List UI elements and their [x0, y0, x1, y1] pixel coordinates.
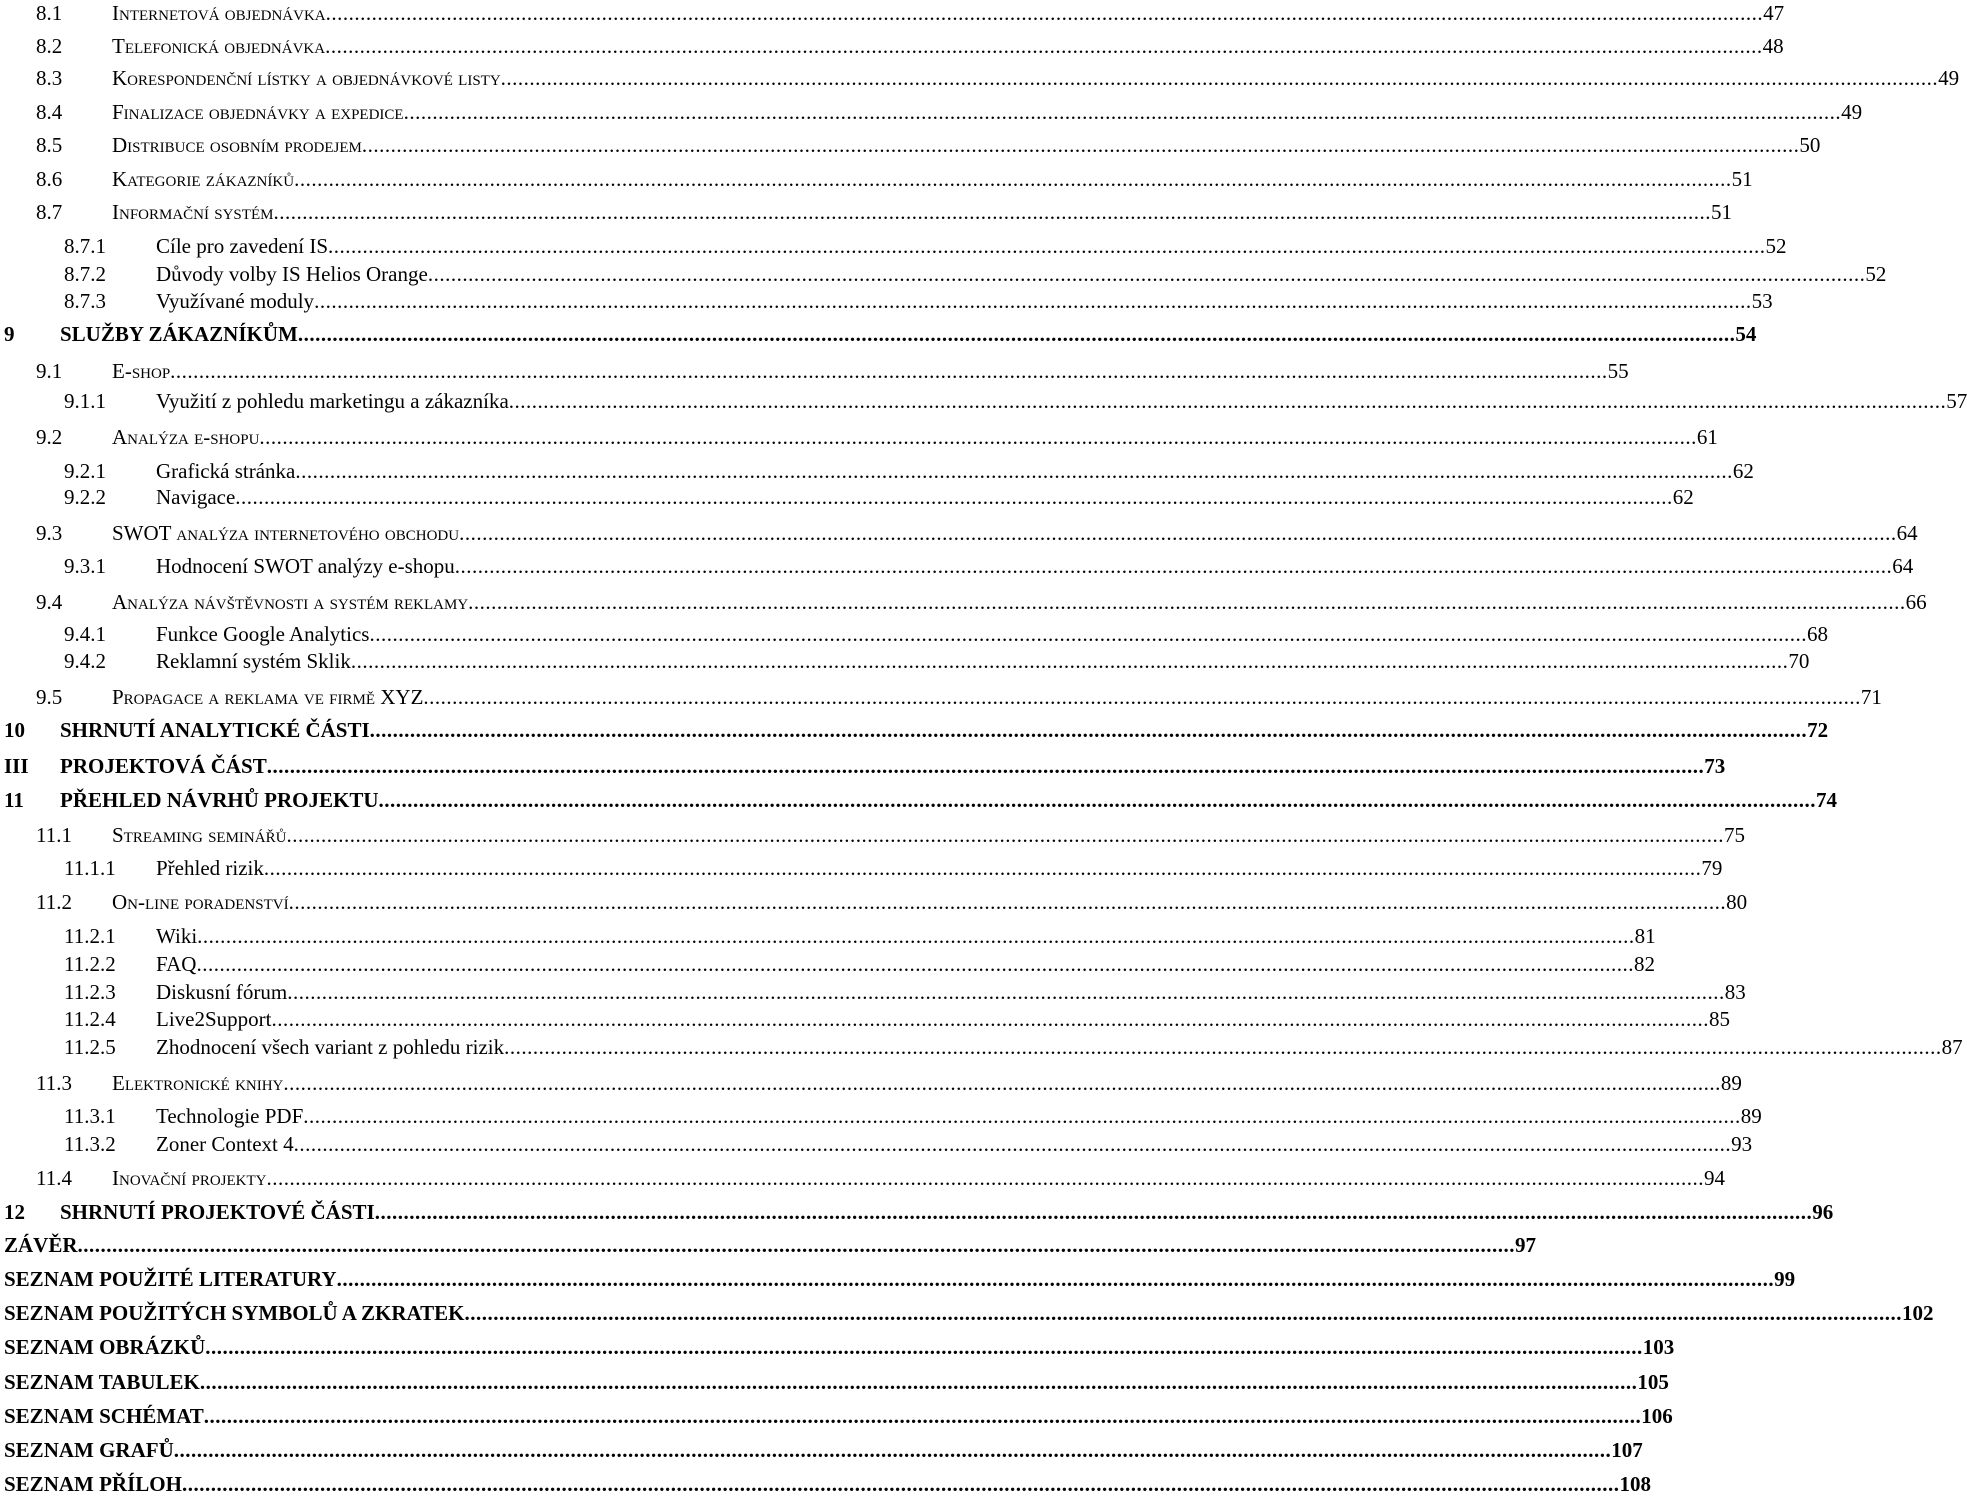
toc-entry-number: 12: [4, 1200, 25, 1224]
toc-entry-title: Informační systém: [112, 200, 274, 224]
toc-entry-page: 82: [1633, 952, 1655, 976]
toc-entry-title: FAQ: [156, 952, 197, 976]
toc-entry[interactable]: [64, 855, 1723, 881]
toc-entry-page: 47: [1763, 1, 1785, 25]
toc-entry[interactable]: [64, 621, 1828, 647]
toc-dot-leader: [78, 1232, 1516, 1258]
toc-entry-title: Distribuce osobním prodejem: [112, 133, 362, 157]
toc-entry-title: Propagace a reklama ve firmě XYZ: [112, 685, 424, 709]
toc-entry[interactable]: [4, 1403, 1673, 1429]
toc-entry[interactable]: [64, 923, 1656, 949]
toc-entry-page: 106: [1641, 1404, 1673, 1428]
toc-entry[interactable]: [36, 1165, 1725, 1191]
toc-entry-number: 8.7: [36, 200, 63, 224]
toc-entry[interactable]: [36, 0, 1785, 26]
toc-entry-number: 8.4: [36, 100, 63, 124]
toc-dot-leader: [264, 855, 1702, 881]
toc-entry-page: 52: [1765, 234, 1787, 258]
toc-entry-page: 96: [1812, 1200, 1834, 1224]
toc-entry-title: SEZNAM TABULEK: [4, 1370, 200, 1394]
toc-dot-leader: [351, 648, 1789, 674]
toc-entry-title: Elektronické knihy: [112, 1071, 284, 1095]
toc-dot-leader: [295, 458, 1733, 484]
toc-entry[interactable]: [64, 388, 1967, 414]
toc-entry-number: 11.2: [36, 890, 72, 914]
toc-entry[interactable]: [64, 1006, 1730, 1032]
toc-entry-page: 54: [1735, 322, 1757, 346]
toc-entry[interactable]: [64, 458, 1754, 484]
toc-entry-title: E-shop: [112, 359, 171, 383]
toc-entry-number: 10: [4, 718, 25, 742]
toc-dot-leader: [369, 621, 1807, 647]
toc-dot-leader: [204, 1403, 1642, 1429]
toc-dot-leader: [287, 979, 1725, 1005]
toc-entry-page: 64: [1896, 521, 1918, 545]
toc-dot-leader: [468, 589, 1906, 615]
toc-dot-leader: [501, 65, 1939, 91]
toc-entry-page: 74: [1816, 788, 1838, 812]
toc-entry-page: 62: [1672, 485, 1694, 509]
toc-entry-number: 9.1.1: [64, 389, 106, 413]
toc-dot-leader: [370, 717, 1808, 743]
toc-dot-leader: [273, 199, 1711, 225]
toc-entry-page: 70: [1788, 649, 1810, 673]
toc-entry-page: 53: [1751, 289, 1773, 313]
toc-entry-title: SHRNUTÍ PROJEKTOVÉ ČÁSTI: [60, 1200, 375, 1224]
toc-entry-number: 8.1: [36, 1, 63, 25]
toc-entry-number: 8.5: [36, 133, 63, 157]
toc-dot-leader: [404, 99, 1842, 125]
toc-entry-page: 99: [1774, 1267, 1796, 1291]
toc-dot-leader: [328, 233, 1766, 259]
toc-entry-page: 79: [1701, 856, 1723, 880]
toc-entry-title: On-line poradenství: [112, 890, 289, 914]
toc-entry-page: 75: [1723, 823, 1745, 847]
toc-entry-page: 102: [1902, 1301, 1934, 1325]
toc-entry[interactable]: [4, 1232, 1537, 1258]
toc-entry-title: PŘEHLED NÁVRHŮ PROJEKTU: [60, 788, 379, 812]
toc-entry-number: 9.2.2: [64, 485, 106, 509]
toc-entry-number: 11.1.1: [64, 856, 116, 880]
toc-entry-page: 107: [1611, 1438, 1643, 1462]
toc-entry-page: 89: [1740, 1104, 1762, 1128]
toc-entry-number: 11.1: [36, 823, 72, 847]
toc-dot-leader: [259, 424, 1697, 450]
toc-entry-title: Finalizace objednávky a expedice: [112, 100, 404, 124]
toc-entry[interactable]: [36, 358, 1629, 384]
toc-entry-number: 11.3.2: [64, 1132, 116, 1156]
toc-entry-title: Live2Support: [156, 1007, 272, 1031]
toc-dot-leader: [428, 261, 1866, 287]
toc-entry[interactable]: [36, 199, 1732, 225]
toc-entry[interactable]: [36, 1070, 1742, 1096]
toc-dot-leader: [379, 787, 1817, 813]
toc-entry-page: 50: [1799, 133, 1821, 157]
toc-entry[interactable]: [36, 589, 1927, 615]
toc-dot-leader: [266, 1165, 1704, 1191]
toc-entry-number: 11.3.1: [64, 1104, 116, 1128]
toc-dot-leader: [235, 484, 1673, 510]
toc-dot-leader: [294, 1131, 1732, 1157]
toc-entry-title: Důvody volby IS Helios Orange: [156, 262, 428, 286]
toc-entry-page: 71: [1860, 685, 1882, 709]
toc-entry-page: 73: [1704, 754, 1726, 778]
toc-entry-page: 105: [1637, 1370, 1669, 1394]
toc-entry-title: Hodnocení SWOT analýzy e-shopu: [156, 554, 455, 578]
toc-entry[interactable]: [36, 33, 1784, 59]
toc-entry-number: 8.6: [36, 167, 63, 191]
toc-entry-title: Funkce Google Analytics: [156, 622, 370, 646]
toc-dot-leader: [283, 1070, 1721, 1096]
toc-dot-leader: [509, 388, 1947, 414]
toc-entry-number: 11.2.3: [64, 980, 116, 1004]
toc-entry-title: Korespondenční lístky a objednávkové listy: [112, 66, 501, 90]
toc-dot-leader: [459, 520, 1897, 546]
toc-entry-page: 89: [1720, 1071, 1742, 1095]
toc-entry[interactable]: [4, 1266, 1796, 1292]
toc-entry-number: 11.2.2: [64, 952, 116, 976]
toc-entry-page: 61: [1696, 425, 1718, 449]
toc-dot-leader: [465, 1300, 1903, 1326]
toc-entry[interactable]: [64, 1034, 1963, 1060]
toc-entry[interactable]: [4, 787, 1838, 813]
toc-entry-number: 11.2.4: [64, 1007, 116, 1031]
toc-entry[interactable]: [4, 321, 1757, 347]
toc-entry-title: Streaming seminářů: [112, 823, 287, 847]
toc-entry-title: SEZNAM OBRÁZKŮ: [4, 1335, 206, 1359]
toc-entry-number: 11.2.5: [64, 1035, 116, 1059]
toc-dot-leader: [272, 1006, 1710, 1032]
toc-dot-leader: [200, 1369, 1638, 1395]
toc-dot-leader: [362, 132, 1800, 158]
toc-entry[interactable]: [4, 1300, 1934, 1326]
toc-dot-leader: [337, 1266, 1775, 1292]
toc-entry-title: Telefonická objednávka: [112, 34, 326, 58]
toc-dot-leader: [205, 1334, 1643, 1360]
toc-entry-title: Navigace: [156, 485, 236, 509]
toc-entry-title: PROJEKTOVÁ ČÁST: [60, 754, 267, 778]
toc-entry-page: 57: [1946, 389, 1967, 413]
toc-entry-number: 9.4.2: [64, 649, 106, 673]
toc-entry-number: 8.7.3: [64, 289, 106, 313]
toc-entry-number: 9.3.1: [64, 554, 106, 578]
toc-entry-title: SEZNAM POUŽITÉ LITERATURY: [4, 1267, 337, 1291]
toc-entry[interactable]: [36, 132, 1821, 158]
toc-entry[interactable]: [4, 1334, 1675, 1360]
toc-entry-title: Internetová objednávka: [112, 1, 326, 25]
toc-dot-leader: [504, 1034, 1942, 1060]
toc-dot-leader: [267, 753, 1705, 779]
toc-entry-page: 52: [1865, 262, 1887, 286]
toc-entry-page: 80: [1726, 890, 1748, 914]
toc-entry[interactable]: [4, 1471, 1651, 1497]
toc-entry-number: 11: [4, 788, 24, 812]
toc-dot-leader: [423, 684, 1861, 710]
toc-entry-title: Grafická stránka: [156, 459, 296, 483]
toc-entry[interactable]: [4, 1199, 1834, 1225]
toc-entry[interactable]: [36, 889, 1748, 915]
toc-entry-number: 8.3: [36, 66, 63, 90]
toc-dot-leader: [294, 166, 1732, 192]
toc-dot-leader: [325, 33, 1763, 59]
toc-entry-page: 68: [1806, 622, 1828, 646]
toc-entry-title: Reklamní systém Sklik: [156, 649, 351, 673]
toc-dot-leader: [289, 889, 1727, 915]
toc-dot-leader: [170, 358, 1608, 384]
toc-entry-page: 49: [1841, 100, 1863, 124]
toc-entry-title: Analýza návštěvnosti a systém reklamy: [112, 590, 469, 614]
toc-dot-leader: [196, 951, 1634, 977]
toc-entry-page: 85: [1709, 1007, 1730, 1031]
toc-entry-page: 51: [1710, 200, 1732, 224]
toc-entry-title: Kategorie zákazníků: [112, 167, 295, 191]
toc-entry-page: 62: [1732, 459, 1754, 483]
toc-entry[interactable]: [64, 484, 1694, 510]
toc-entry-title: SEZNAM SCHÉMAT: [4, 1404, 204, 1428]
toc-entry[interactable]: [36, 99, 1863, 125]
toc-entry[interactable]: [4, 1437, 1643, 1463]
toc-dot-leader: [298, 321, 1736, 347]
toc-entry[interactable]: [36, 424, 1718, 450]
toc-entry[interactable]: [4, 717, 1829, 743]
toc-entry-number: 9.4: [36, 590, 63, 614]
toc-entry-number: 8.2: [36, 34, 63, 58]
toc-entry-title: SEZNAM PŘÍLOH: [4, 1472, 182, 1496]
toc-dot-leader: [326, 0, 1764, 26]
toc-dot-leader: [174, 1437, 1612, 1463]
toc-entry-number: 9.2: [36, 425, 63, 449]
toc-entry-number: 9.4.1: [64, 622, 106, 646]
toc-entry-title: Zhodnocení všech variant z pohledu rizik: [156, 1035, 505, 1059]
toc-entry-page: 83: [1724, 980, 1746, 1004]
toc-entry-number: 11.3: [36, 1071, 72, 1095]
toc-entry-title: Technologie PDF: [156, 1104, 304, 1128]
toc-entry-title: Přehled rizik: [156, 856, 264, 880]
toc-entry-title: Analýza e-shopu: [112, 425, 260, 449]
toc-entry-title: Cíle pro zavedení IS: [156, 234, 329, 258]
toc-entry-page: 64: [1892, 554, 1914, 578]
toc-entry[interactable]: [36, 520, 1918, 546]
toc-entry-title: Inovační projekty: [112, 1166, 267, 1190]
toc-entry-number: 11.2.1: [64, 924, 116, 948]
toc-entry[interactable]: [36, 166, 1753, 192]
toc-entry[interactable]: [36, 822, 1745, 848]
toc-entry-title: SEZNAM GRAFŮ: [4, 1438, 174, 1462]
toc-entry-title: Wiki: [156, 924, 198, 948]
toc-dot-leader: [314, 288, 1752, 314]
toc-entry-page: 103: [1642, 1335, 1675, 1359]
toc-entry-title: ZÁVĚR: [4, 1233, 78, 1257]
toc-entry-page: 48: [1762, 34, 1784, 58]
toc-entry-number: 9.2.1: [64, 459, 106, 483]
toc-entry[interactable]: [64, 979, 1746, 1005]
toc-entry-number: 9.5: [36, 685, 63, 709]
toc-entry[interactable]: [36, 684, 1882, 710]
toc-entry-page: 87: [1941, 1035, 1963, 1059]
toc-entry-title: SLUŽBY ZÁKAZNÍKŮM: [60, 322, 298, 346]
toc-entry-title: Využívané moduly: [156, 289, 315, 313]
toc-entry-page: 94: [1703, 1166, 1725, 1190]
toc-entry-page: 93: [1731, 1132, 1753, 1156]
toc-dot-leader: [303, 1103, 1741, 1129]
toc-entry[interactable]: [4, 1369, 1669, 1395]
toc-entry-number: 8.7.2: [64, 262, 106, 286]
toc-dot-leader: [286, 822, 1724, 848]
toc-entry-page: 49: [1938, 66, 1960, 90]
toc-entry[interactable]: [36, 65, 1960, 91]
toc-entry-number: III: [4, 754, 29, 778]
toc-entry-page: 51: [1731, 167, 1753, 191]
toc-entry[interactable]: [64, 1131, 1753, 1157]
toc-entry-title: Diskusní fórum: [156, 980, 288, 1004]
toc-entry[interactable]: [64, 951, 1655, 977]
toc-entry-number: 9.1: [36, 359, 63, 383]
toc-entry-title: SEZNAM POUŽITÝCH SYMBOLŮ A ZKRATEK: [4, 1301, 465, 1325]
toc-entry-title: Využití z pohledu marketingu a zákazníka: [156, 389, 509, 413]
toc-entry[interactable]: [64, 261, 1887, 287]
toc-entry[interactable]: [64, 1103, 1762, 1129]
toc-entry-number: 9.3: [36, 521, 63, 545]
toc-dot-leader: [455, 553, 1893, 579]
toc-entry-title: SWOT analýza internetového obchodu: [112, 521, 460, 545]
toc-entry-page: 81: [1634, 924, 1656, 948]
toc-dot-leader: [375, 1199, 1813, 1225]
toc-entry[interactable]: [64, 648, 1810, 674]
toc-entry[interactable]: [64, 553, 1914, 579]
toc-entry[interactable]: [4, 753, 1726, 779]
toc-entry[interactable]: [64, 288, 1773, 314]
toc-entry-page: 97: [1515, 1233, 1537, 1257]
toc-dot-leader: [197, 923, 1635, 949]
toc-entry-title: Zoner Context 4: [156, 1132, 294, 1156]
toc-entry-number: 11.4: [36, 1166, 72, 1190]
toc-entry-page: 108: [1619, 1472, 1651, 1496]
toc-entry-page: 72: [1807, 718, 1829, 742]
toc-dot-leader: [182, 1471, 1620, 1497]
toc-entry-number: 9: [4, 322, 15, 346]
toc-entry-page: 55: [1607, 359, 1629, 383]
toc-entry[interactable]: [64, 233, 1787, 259]
toc-entry-page: 66: [1905, 590, 1927, 614]
toc-entry-title: SHRNUTÍ ANALYTICKÉ ČÁSTI: [60, 718, 370, 742]
toc-entry-number: 8.7.1: [64, 234, 106, 258]
